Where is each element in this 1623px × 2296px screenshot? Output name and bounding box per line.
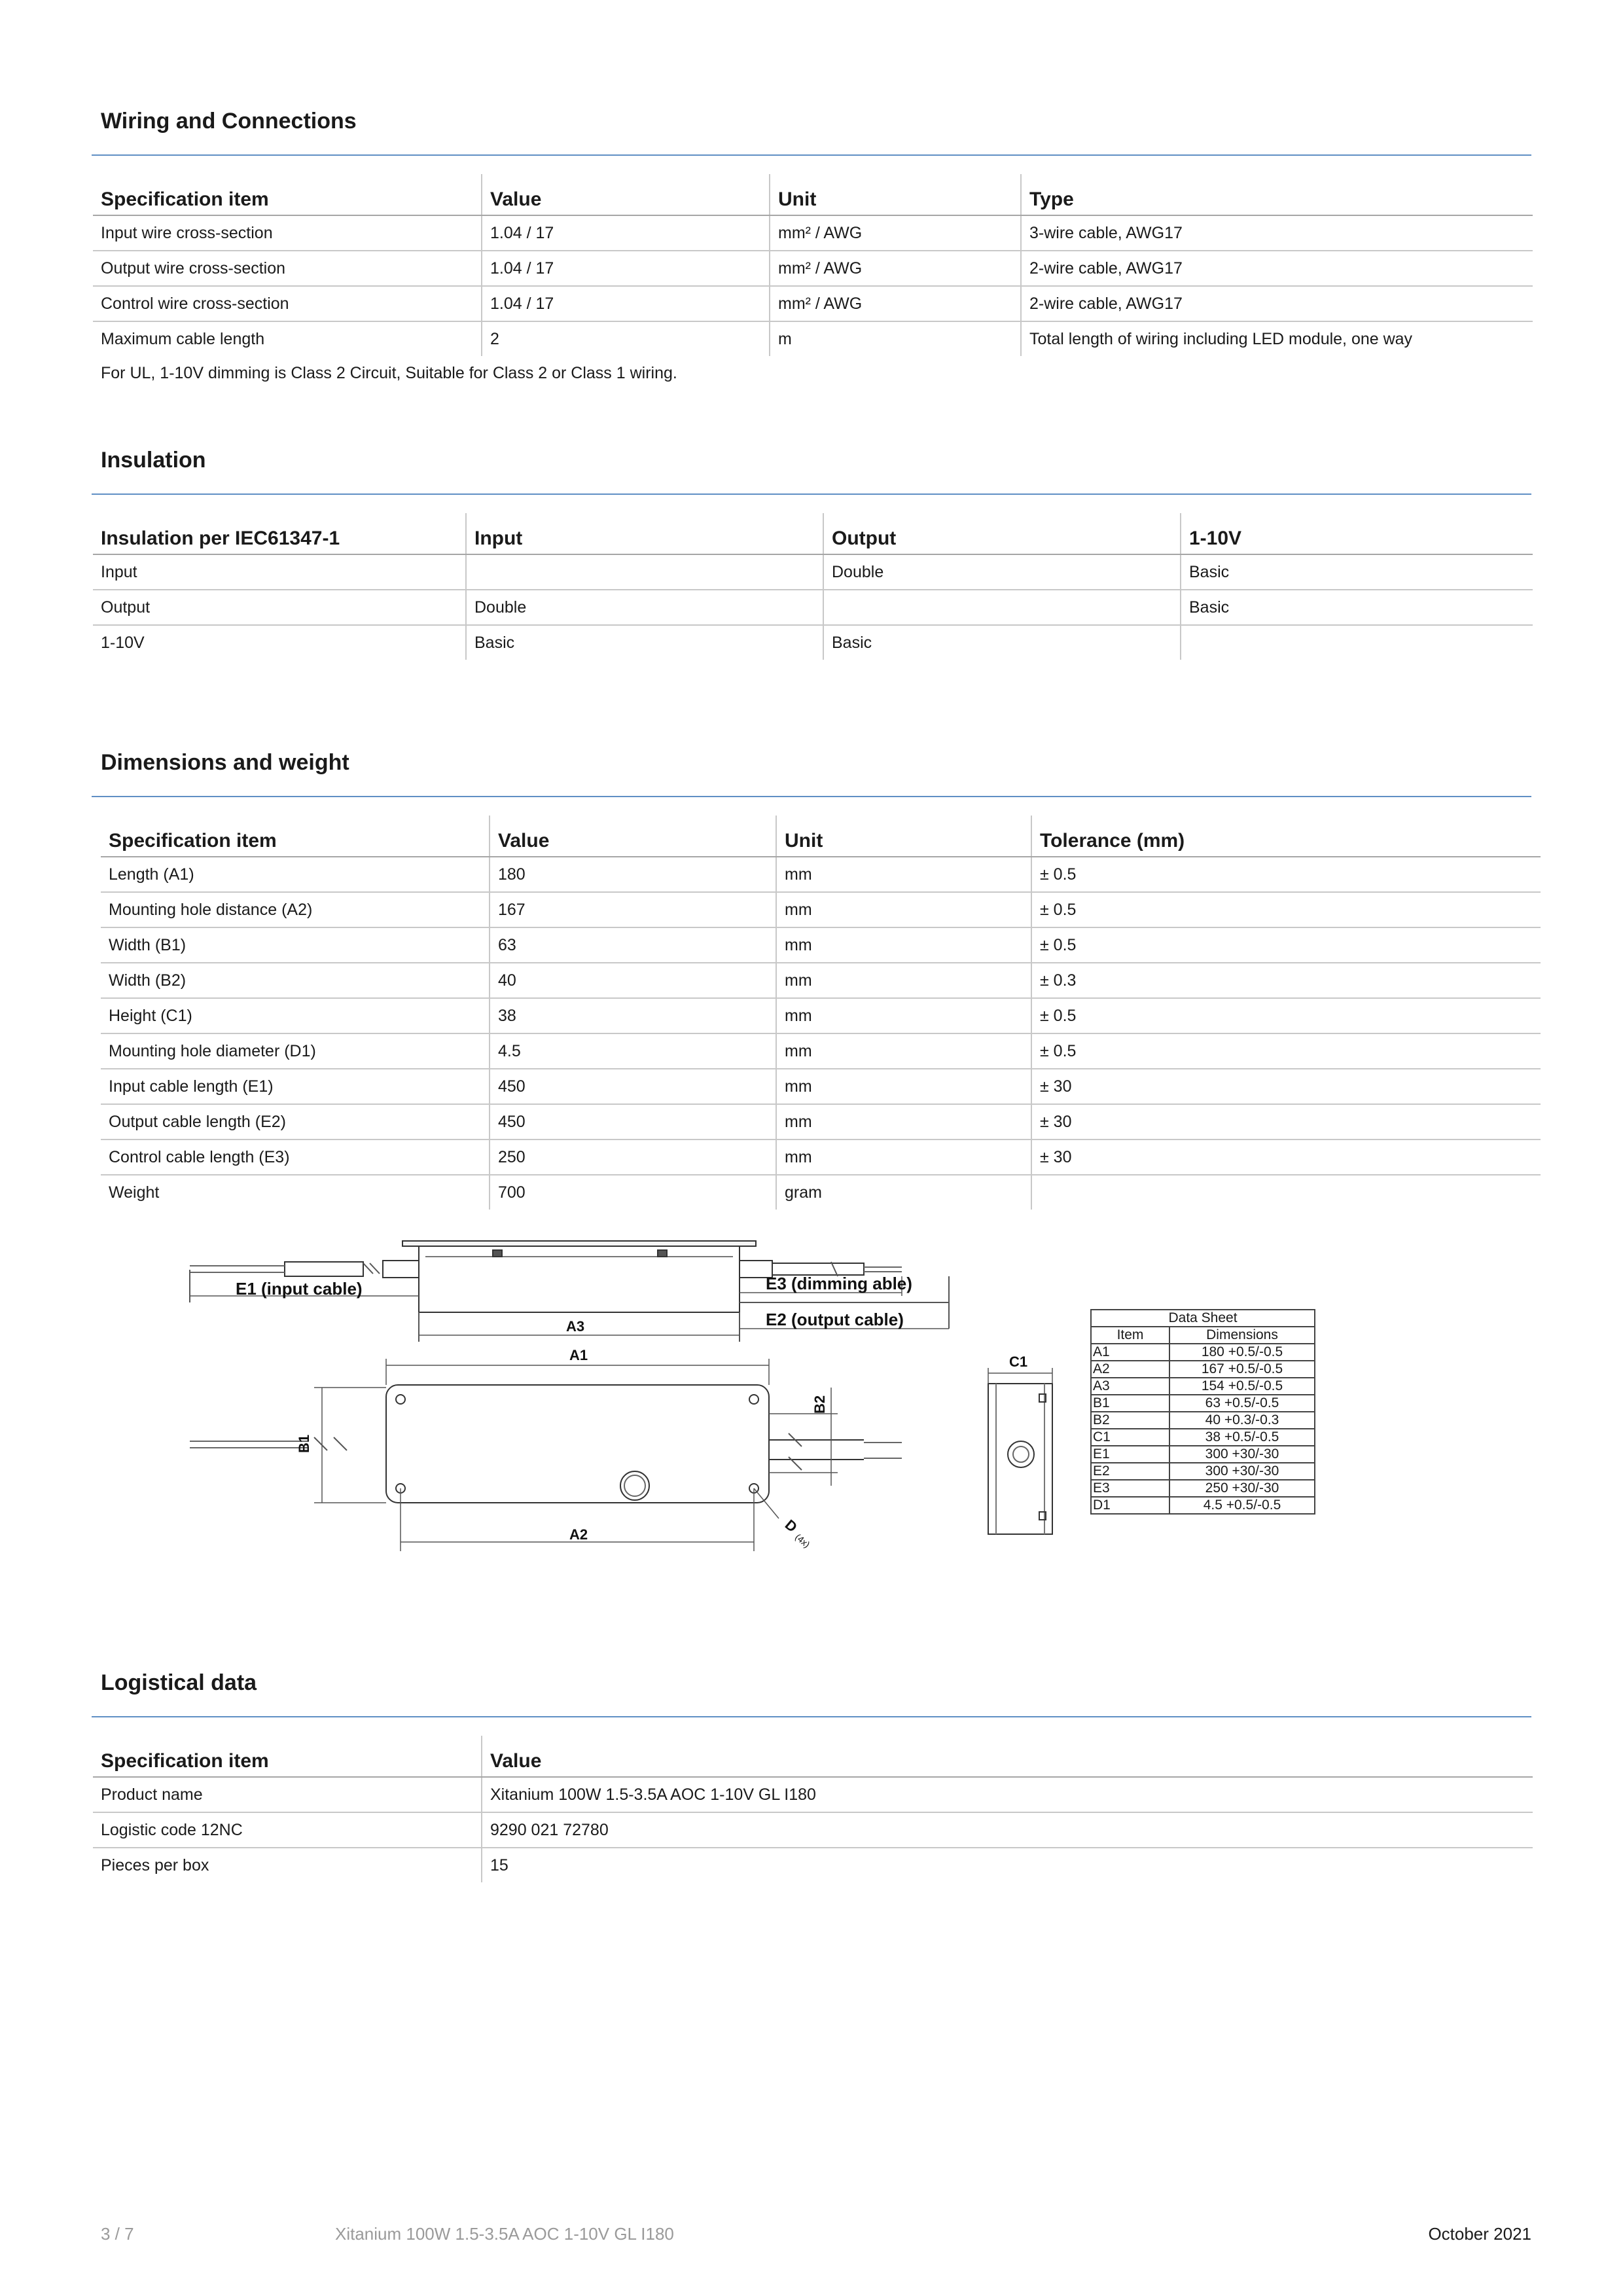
table-cell: ± 30 <box>1031 1069 1541 1104</box>
table-cell: ± 30 <box>1031 1139 1541 1175</box>
column-header: Value <box>482 1736 1533 1777</box>
datasheet-cell: 300 +30/-30 <box>1169 1446 1315 1463</box>
datasheet-cell: C1 <box>1091 1429 1169 1446</box>
table-cell: Pieces per box <box>101 1856 209 1874</box>
table-header-row <box>93 513 1533 554</box>
table-cell: Output cable length (E2) <box>101 1104 490 1139</box>
section-divider <box>92 493 1531 495</box>
table-row <box>101 1069 1541 1104</box>
table-cell: Basic <box>823 625 1181 660</box>
table-cell: Length (A1) <box>101 857 490 892</box>
logistics-section-title: Logistical data <box>101 1670 257 1695</box>
datasheet-cell: 40 +0.3/-0.3 <box>1169 1412 1315 1429</box>
column-header: Type <box>1021 174 1533 215</box>
table-cell: Maximum cable length <box>101 329 265 348</box>
table-cell: mm² / AWG <box>770 251 1021 286</box>
column-header: Specification item <box>101 816 490 857</box>
drawing-label-a1: A1 <box>569 1347 588 1363</box>
table-cell: Output <box>93 590 466 625</box>
column-header: Unit <box>776 816 1031 857</box>
datasheet-cell: E3 <box>1091 1480 1169 1497</box>
datasheet-header: Dimensions <box>1169 1327 1315 1344</box>
table-cell: Width (B1) <box>101 927 490 963</box>
drawing-label-b1: B1 <box>296 1434 312 1453</box>
table-cell: mm <box>776 963 1031 998</box>
column-header: Specification item <box>93 1736 482 1777</box>
table-row <box>101 927 1541 963</box>
datasheet-cell: 300 +30/-30 <box>1169 1463 1315 1480</box>
datasheet-cell: E1 <box>1091 1446 1169 1463</box>
datasheet-cell: 38 +0.5/-0.5 <box>1169 1429 1315 1446</box>
table-header-row <box>93 1736 1533 1777</box>
table-cell: 1.04 / 17 <box>482 286 770 321</box>
table-cell: mm <box>776 1139 1031 1175</box>
datasheet-cell: E2 <box>1091 1463 1169 1480</box>
table-cell: 180 <box>490 857 776 892</box>
datasheet-cell: B1 <box>1091 1395 1169 1412</box>
column-header: Value <box>490 816 776 857</box>
datasheet-row <box>1091 1480 1315 1497</box>
table-cell: Input cable length (E1) <box>101 1069 490 1104</box>
drawing-label-d-count: (4x) <box>793 1532 812 1550</box>
table-row <box>93 625 1533 660</box>
wiring-note: For UL, 1-10V dimming is Class 2 Circuit, Suitable for Class 2 or Class 1 wiring. <box>101 364 677 382</box>
table-cell: Total length of wiring including LED module, one way <box>1021 321 1533 356</box>
table-cell: 63 <box>490 927 776 963</box>
table-cell: Double <box>466 590 823 625</box>
table-cell: mm² / AWG <box>770 215 1021 251</box>
table-row <box>101 857 1541 892</box>
datasheet-header: Item <box>1091 1327 1169 1344</box>
wiring-section-title: Wiring and Connections <box>101 109 357 134</box>
table-cell: Mounting hole distance (A2) <box>101 892 490 927</box>
insulation-section-title: Insulation <box>101 448 206 473</box>
table-row <box>101 963 1541 998</box>
table-cell <box>1181 625 1533 660</box>
table-row <box>93 1848 1533 1882</box>
datasheet-cell: A3 <box>1091 1378 1169 1395</box>
drawing-label-a3: A3 <box>566 1318 585 1335</box>
table-cell: ± 0.5 <box>1031 998 1541 1033</box>
datasheet-header-row <box>1091 1327 1315 1344</box>
datasheet-row <box>1091 1463 1315 1480</box>
dimensions-section-title: Dimensions and weight <box>101 750 349 775</box>
datasheet-row <box>1091 1344 1315 1361</box>
datasheet-cell: D1 <box>1091 1497 1169 1514</box>
table-cell: 250 <box>490 1139 776 1175</box>
drawing-label-e2: E2 (output cable) <box>766 1310 904 1329</box>
drawing-label-d: D <box>781 1516 801 1536</box>
table-cell: ± 0.5 <box>1031 857 1541 892</box>
datasheet-row <box>1091 1361 1315 1378</box>
table-cell: Xitanium 100W 1.5-3.5A AOC 1-10V GL I180 <box>482 1777 1533 1812</box>
table-cell: Width (B2) <box>101 963 490 998</box>
table-row <box>101 1139 1541 1175</box>
table-cell <box>466 554 823 590</box>
column-header: Insulation per IEC61347-1 <box>93 513 466 554</box>
table-row <box>93 321 1533 356</box>
drawing-label-b2: B2 <box>812 1395 828 1414</box>
datasheet-row <box>1091 1497 1315 1514</box>
table-row <box>93 251 1533 286</box>
column-header: Specification item <box>93 174 482 215</box>
table-row <box>93 554 1533 590</box>
table-cell: 1.04 / 17 <box>482 251 770 286</box>
table-cell: Basic <box>1181 590 1533 625</box>
table-cell: Basic <box>1181 554 1533 590</box>
table-row <box>101 1104 1541 1139</box>
table-cell: mm <box>776 927 1031 963</box>
table-cell: ± 30 <box>1031 1104 1541 1139</box>
footer-product-name: Xitanium 100W 1.5-3.5A AOC 1-10V GL I180 <box>335 2224 674 2244</box>
datasheet-title-row <box>1091 1310 1315 1327</box>
table-cell: 4.5 <box>490 1033 776 1069</box>
datasheet-title: Data Sheet <box>1091 1310 1315 1327</box>
table-cell: mm <box>776 1033 1031 1069</box>
wiring-table <box>93 174 1533 356</box>
column-header: Input <box>466 513 823 554</box>
datasheet-cell: 154 +0.5/-0.5 <box>1169 1378 1315 1395</box>
drawing-datasheet <box>1090 1309 1315 1515</box>
table-cell: Weight <box>109 1183 160 1202</box>
table-header-row <box>101 816 1541 857</box>
section-divider <box>92 154 1531 156</box>
table-cell: Input <box>93 554 466 590</box>
table-cell <box>1031 1175 1541 1210</box>
drawing-label-e3: E3 (dimming able) <box>766 1274 912 1293</box>
datasheet-cell: B2 <box>1091 1412 1169 1429</box>
table-row <box>93 286 1533 321</box>
datasheet-row <box>1091 1446 1315 1463</box>
table-cell <box>823 590 1181 625</box>
footer-date: October 2021 <box>1428 2224 1531 2244</box>
table-row <box>93 590 1533 625</box>
dimensions-table <box>101 816 1541 1210</box>
section-divider <box>92 796 1531 797</box>
table-row <box>93 215 1533 251</box>
drawing-label-e1: E1 (input cable) <box>236 1279 363 1299</box>
table-cell: 167 <box>490 892 776 927</box>
table-cell: gram <box>776 1175 1031 1210</box>
table-cell: Basic <box>466 625 823 660</box>
table-cell: 1.04 / 17 <box>482 215 770 251</box>
table-cell: m <box>770 321 1021 356</box>
datasheet-cell: A1 <box>1091 1344 1169 1361</box>
table-row <box>101 998 1541 1033</box>
datasheet-cell: 167 +0.5/-0.5 <box>1169 1361 1315 1378</box>
table-cell: 2-wire cable, AWG17 <box>1021 251 1533 286</box>
table-cell: mm <box>776 1069 1031 1104</box>
table-cell: mm <box>776 1104 1031 1139</box>
table-cell: 3-wire cable, AWG17 <box>1021 215 1533 251</box>
housing-side-view <box>419 1244 740 1312</box>
table-row <box>101 892 1541 927</box>
drawing-label-a2: A2 <box>569 1526 588 1543</box>
table-cell: Control wire cross-section <box>93 286 482 321</box>
section-divider <box>92 1716 1531 1717</box>
datasheet-cell: 63 +0.5/-0.5 <box>1169 1395 1315 1412</box>
table-cell: 2 <box>482 321 770 356</box>
datasheet-cell: A2 <box>1091 1361 1169 1378</box>
table-cell: ± 0.3 <box>1031 963 1541 998</box>
table-row <box>101 1175 1541 1210</box>
datasheet-row <box>1091 1429 1315 1446</box>
datasheet-row <box>1091 1378 1315 1395</box>
page-number: 3 / 7 <box>101 2224 134 2244</box>
table-header-row <box>93 174 1533 215</box>
table-cell: 38 <box>490 998 776 1033</box>
table-cell: Mounting hole diameter (D1) <box>101 1033 490 1069</box>
table-cell: mm <box>776 892 1031 927</box>
table-cell: ± 0.5 <box>1031 927 1541 963</box>
table-cell: Double <box>823 554 1181 590</box>
drawing-label-c1: C1 <box>1009 1354 1028 1370</box>
column-header: Tolerance (mm) <box>1031 816 1541 857</box>
table-row <box>93 1812 1533 1848</box>
table-cell: 2-wire cable, AWG17 <box>1021 286 1533 321</box>
input-cable <box>285 1262 363 1276</box>
table-cell: 450 <box>490 1104 776 1139</box>
datasheet-cell: 4.5 +0.5/-0.5 <box>1169 1497 1315 1514</box>
table-cell: Input wire cross-section <box>93 215 482 251</box>
table-cell: Product name <box>93 1777 482 1812</box>
table-cell: mm <box>776 857 1031 892</box>
datasheet-row <box>1091 1412 1315 1429</box>
table-cell: 700 <box>490 1175 776 1210</box>
column-header: Unit <box>770 174 1021 215</box>
table-cell: 9290 021 72780 <box>482 1812 1533 1848</box>
column-header: 1-10V <box>1181 513 1533 554</box>
insulation-table <box>93 513 1533 660</box>
table-cell: mm² / AWG <box>770 286 1021 321</box>
table-cell: ± 0.5 <box>1031 1033 1541 1069</box>
table-row <box>101 1033 1541 1069</box>
column-header: Output <box>823 513 1181 554</box>
housing-flange <box>402 1241 756 1246</box>
table-cell: mm <box>776 998 1031 1033</box>
table-cell: Control cable length (E3) <box>101 1139 490 1175</box>
table-cell: 15 <box>482 1848 1533 1882</box>
column-header: Value <box>482 174 770 215</box>
datasheet-row <box>1091 1395 1315 1412</box>
datasheet-cell: 250 +30/-30 <box>1169 1480 1315 1497</box>
table-cell: 450 <box>490 1069 776 1104</box>
table-cell: Height (C1) <box>101 998 490 1033</box>
housing-top-view <box>386 1385 769 1503</box>
table-cell: 40 <box>490 963 776 998</box>
table-cell: Output wire cross-section <box>93 251 482 286</box>
logistics-table <box>93 1736 1533 1882</box>
table-cell: Logistic code 12NC <box>93 1812 482 1848</box>
table-row <box>93 1777 1533 1812</box>
table-cell: ± 0.5 <box>1031 892 1541 927</box>
table-cell: 1-10V <box>101 633 145 652</box>
datasheet-cell: 180 +0.5/-0.5 <box>1169 1344 1315 1361</box>
